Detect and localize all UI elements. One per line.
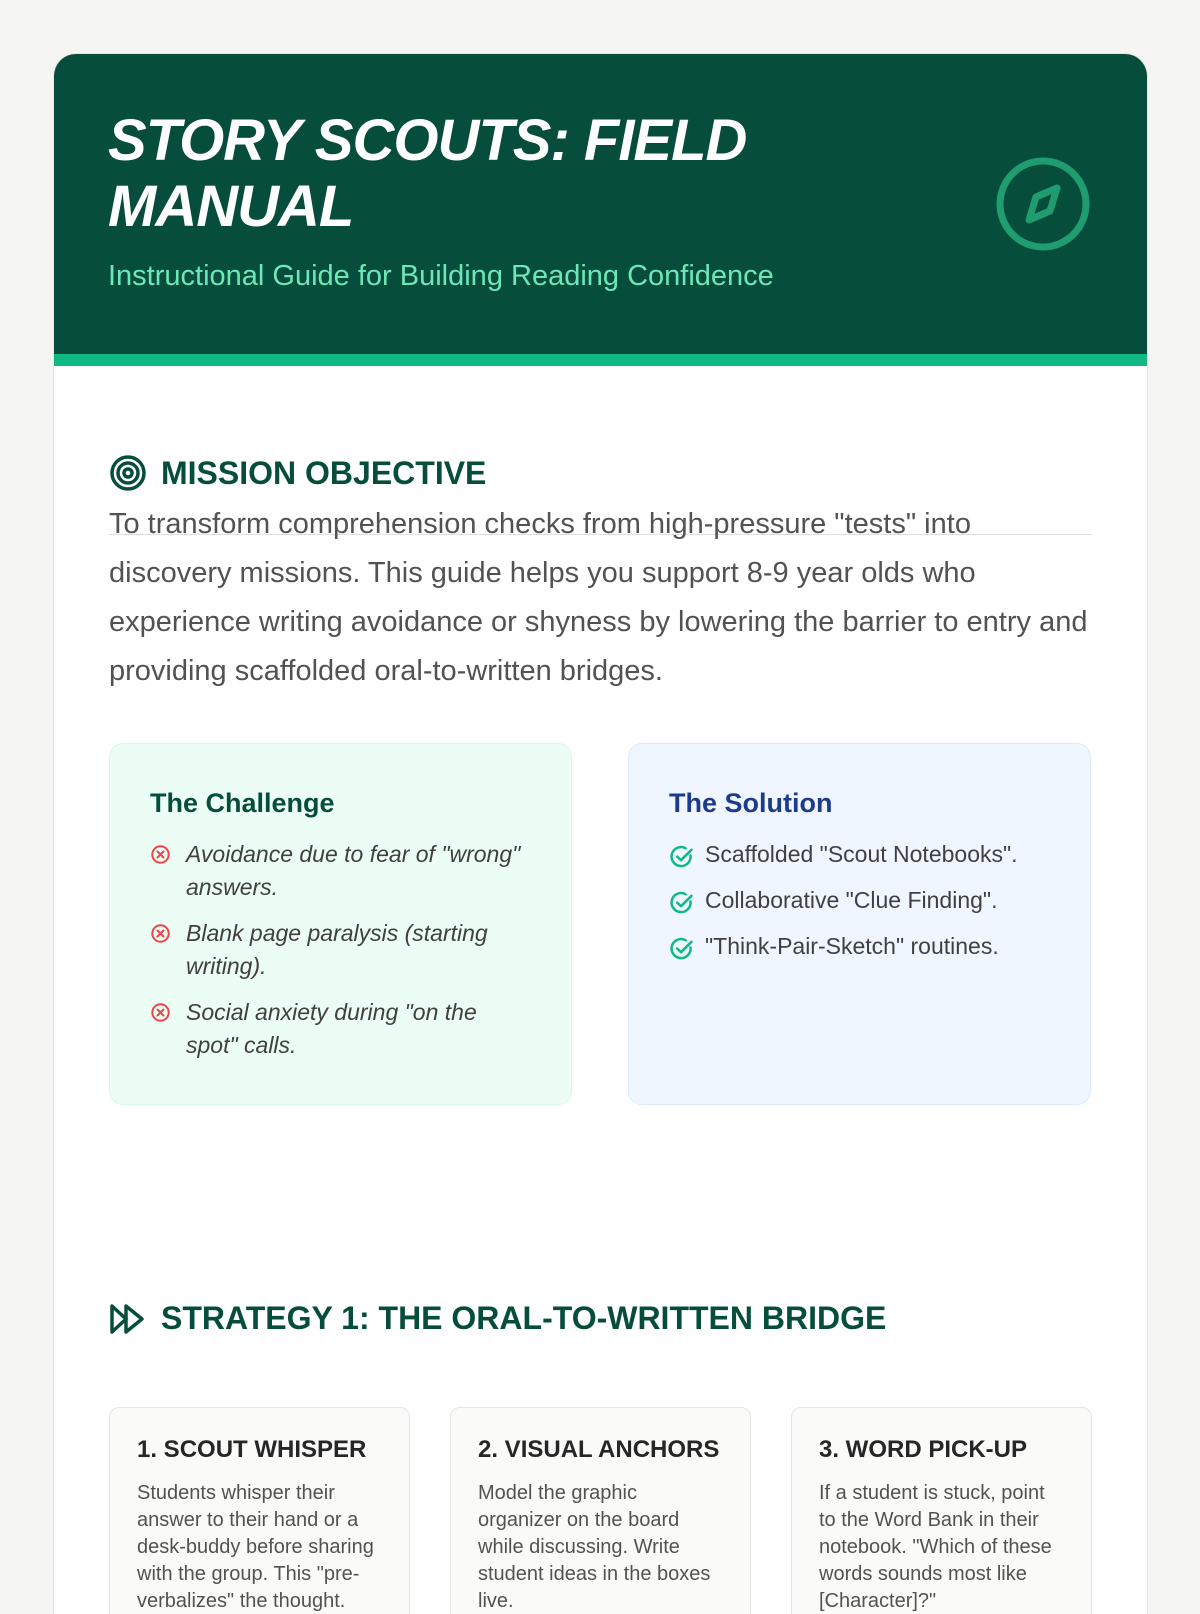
compass-icon — [995, 156, 1091, 252]
challenge-item-text: Blank page paralysis (starting writing). — [186, 920, 488, 979]
strategy-card-title: 3. WORD PICK-UP — [819, 1436, 1028, 1463]
solution-list — [669, 838, 1052, 963]
solution-panel — [628, 743, 1091, 1105]
challenge-item-text: Avoidance due to fear of "wrong" answers. — [186, 841, 521, 900]
strategy-heading — [109, 1300, 886, 1337]
strategy-card-text: Students whisper their answer to their hand or a desk-buddy before sharing with the group. This "pre-verbalizes" the thought. — [137, 1482, 374, 1612]
check-circle-icon — [669, 890, 695, 916]
strategy-card — [109, 1407, 410, 1614]
page-subtitle: Instructional Guide for Building Reading Confidence — [108, 260, 774, 292]
target-icon — [109, 454, 147, 492]
solution-item-text: Scaffolded "Scout Notebooks". — [705, 841, 1018, 867]
fast-forward-icon — [109, 1302, 147, 1336]
challenge-list — [150, 838, 533, 1062]
strategy-card-title: 1. SCOUT WHISPER — [137, 1436, 367, 1463]
solution-item — [669, 930, 1052, 963]
solution-item-text: "Think-Pair-Sketch" routines. — [705, 933, 999, 959]
mission-objective-text: To transform comprehension checks from high-pressure "tests" into discovery missions. This guide helps you support 8-9 year olds who experience writing avoidance or shyness by lowering the barrier to entry and providing scaffolded oral-to-written bridges. — [109, 508, 1088, 687]
strategy-card — [450, 1407, 751, 1614]
mission-objective-heading — [109, 454, 486, 492]
strategy-heading-text: STRATEGY 1: THE ORAL-TO-WRITTEN BRIDGE — [161, 1300, 887, 1336]
strategy-card — [791, 1407, 1092, 1614]
challenge-panel — [109, 743, 572, 1105]
x-circle-icon — [150, 1002, 171, 1023]
x-circle-icon — [150, 844, 171, 865]
strategy-card-title: 2. VISUAL ANCHORS — [478, 1436, 720, 1463]
page-title: STORY SCOUTS: FIELD MANUAL — [108, 108, 747, 239]
challenge-item-text: Social anxiety during "on the spot" calls. — [186, 999, 477, 1058]
solution-title: The Solution — [669, 788, 833, 818]
solution-item-text: Collaborative "Clue Finding". — [705, 887, 998, 913]
strategy-card-text: Model the graphic organizer on the board while discussing. Write student ideas in the boxes live. — [478, 1482, 711, 1612]
x-circle-icon — [150, 923, 171, 944]
mission-heading-text: MISSION OBJECTIVE — [161, 454, 487, 491]
challenge-item — [150, 917, 533, 983]
manual-header — [54, 54, 1147, 366]
challenge-item — [150, 838, 533, 904]
check-circle-icon — [669, 844, 695, 870]
solution-item — [669, 884, 1052, 917]
field-manual-page — [54, 54, 1147, 1614]
solution-item — [669, 838, 1052, 871]
strategy-card-text: If a student is stuck, point to the Word Bank in their notebook. "Which of these words sounds most like [Character]?" — [819, 1482, 1052, 1612]
check-circle-icon — [669, 936, 695, 962]
challenge-title: The Challenge — [150, 788, 335, 818]
challenge-item — [150, 996, 533, 1062]
